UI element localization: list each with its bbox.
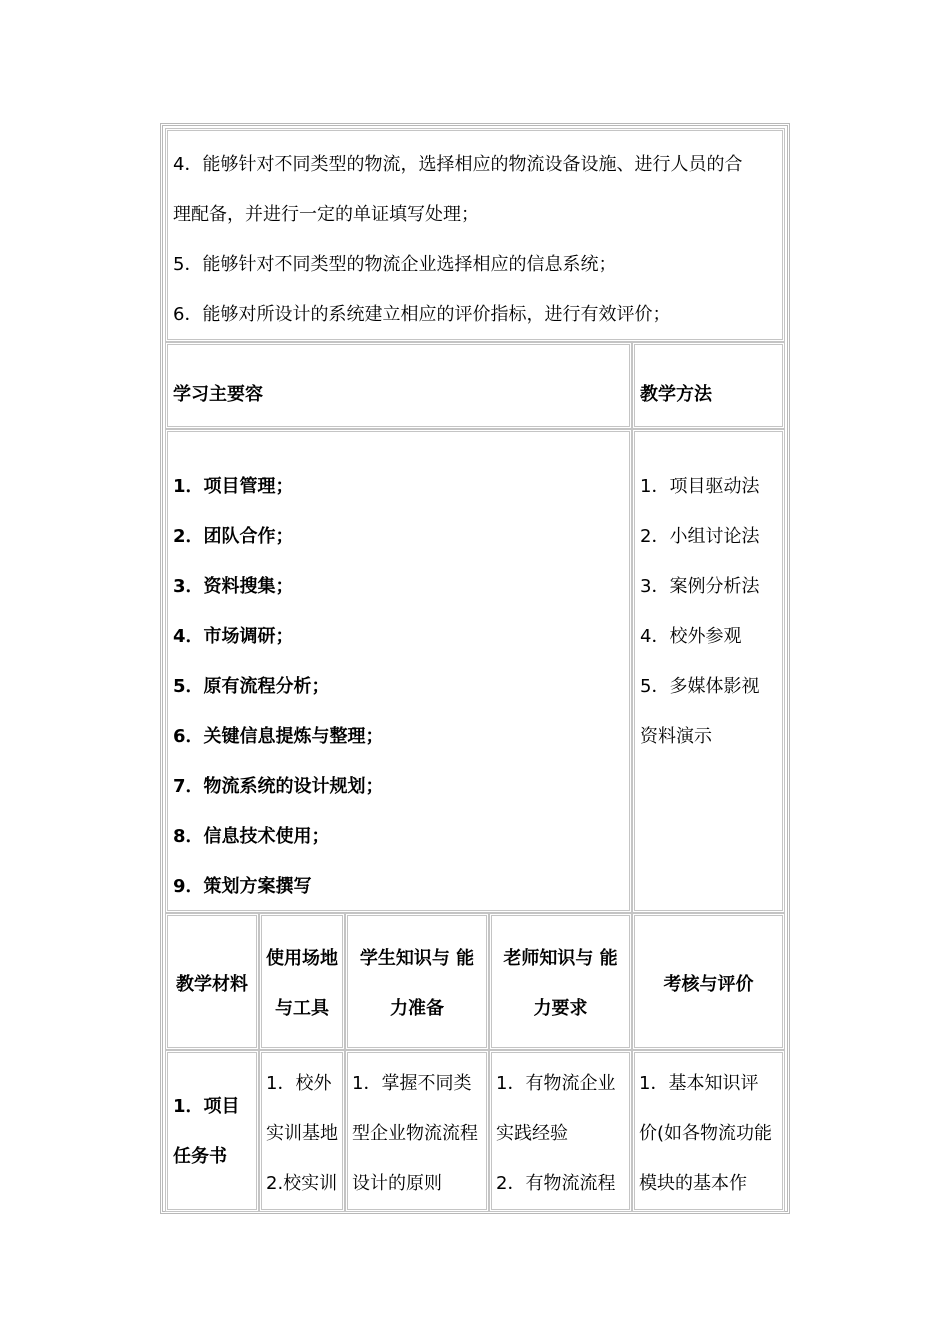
teacher-cell (489, 1050, 632, 1212)
method-item: 4．校外参观 (640, 626, 742, 647)
teacher-line: 实践经验 (496, 1123, 568, 1144)
method-header-cell (632, 342, 785, 429)
objective-line: 6．能够对所设计的系统建立相应的评价指标，进行有效评价； (173, 304, 671, 325)
content-item: 4．市场调研； (173, 626, 294, 647)
assessment-header-cell (632, 913, 785, 1050)
content-item: 9．策划方案撰写 (173, 876, 312, 897)
content-item: 6．关键信息提炼与整理； (173, 726, 384, 747)
student-line: 设计的原则 (352, 1173, 442, 1194)
assessment-line: 价(如各物流功能 (639, 1123, 773, 1144)
teacher-header-line: 力要求 (533, 998, 588, 1019)
content-item: 3．资料搜集； (173, 576, 294, 597)
method-item: 2．小组讨论法 (640, 526, 760, 547)
venue-line: 实训基地 (266, 1123, 338, 1144)
venue-header-line: 使用场地 (266, 948, 338, 969)
assessment-header: 考核与评价 (663, 974, 754, 995)
materials-line: 1．项目 (173, 1096, 240, 1117)
method-item: 1．项目驱动法 (640, 476, 760, 497)
teacher-header-line: 老师知识与 能 (503, 948, 618, 969)
assessment-line: 1．基本知识评 (639, 1073, 759, 1094)
student-line: 1．掌握不同类 (352, 1073, 472, 1094)
venue-line: 2.校实训 (266, 1173, 338, 1194)
teacher-line: 1．有物流企业 (496, 1073, 616, 1094)
content-item: 8．信息技术使用； (173, 826, 330, 847)
content-item: 1．项目管理； (173, 476, 294, 497)
content-list-cell (165, 429, 632, 913)
method-item: 5．多媒体影视 (640, 676, 760, 697)
materials-line: 任务书 (173, 1146, 227, 1167)
student-line: 型企业物流流程 (352, 1123, 478, 1144)
student-cell (345, 1050, 489, 1212)
course-table (160, 123, 790, 1214)
content-item: 7．物流系统的设计规划； (173, 776, 384, 797)
venue-line: 1．校外 (266, 1073, 332, 1094)
content-item: 2．团队合作； (173, 526, 294, 547)
assessment-cell (632, 1050, 785, 1212)
teacher-header-cell (489, 913, 632, 1050)
content-item: 5．原有流程分析； (173, 676, 330, 697)
method-item: 资料演示 (640, 726, 712, 747)
venue-header-line: 与工具 (275, 998, 329, 1019)
objective-line: 理配备，并进行一定的单证填写处理； (173, 204, 479, 225)
objectives-cell (165, 128, 785, 342)
method-list-cell (632, 429, 785, 913)
assessment-line: 模块的基本作 (639, 1173, 747, 1194)
objective-line: 5．能够针对不同类型的物流企业选择相应的信息系统； (173, 254, 617, 275)
venue-header-cell (259, 913, 345, 1050)
student-header-line: 学生知识与 能 (359, 948, 475, 969)
content-header: 学习主要容 (173, 384, 263, 405)
materials-header-cell (165, 913, 259, 1050)
method-header: 教学方法 (640, 384, 712, 405)
materials-cell (165, 1050, 259, 1212)
method-item: 3．案例分析法 (640, 576, 760, 597)
student-header-cell (345, 913, 489, 1050)
materials-header: 教学材料 (176, 974, 248, 995)
student-header-line: 力准备 (390, 998, 444, 1019)
venue-cell (259, 1050, 345, 1212)
objective-line: 4．能够针对不同类型的物流，选择相应的物流设备设施、进行人员的合 (173, 154, 743, 175)
content-header-cell (165, 342, 632, 429)
teacher-line: 2．有物流流程 (496, 1173, 616, 1194)
